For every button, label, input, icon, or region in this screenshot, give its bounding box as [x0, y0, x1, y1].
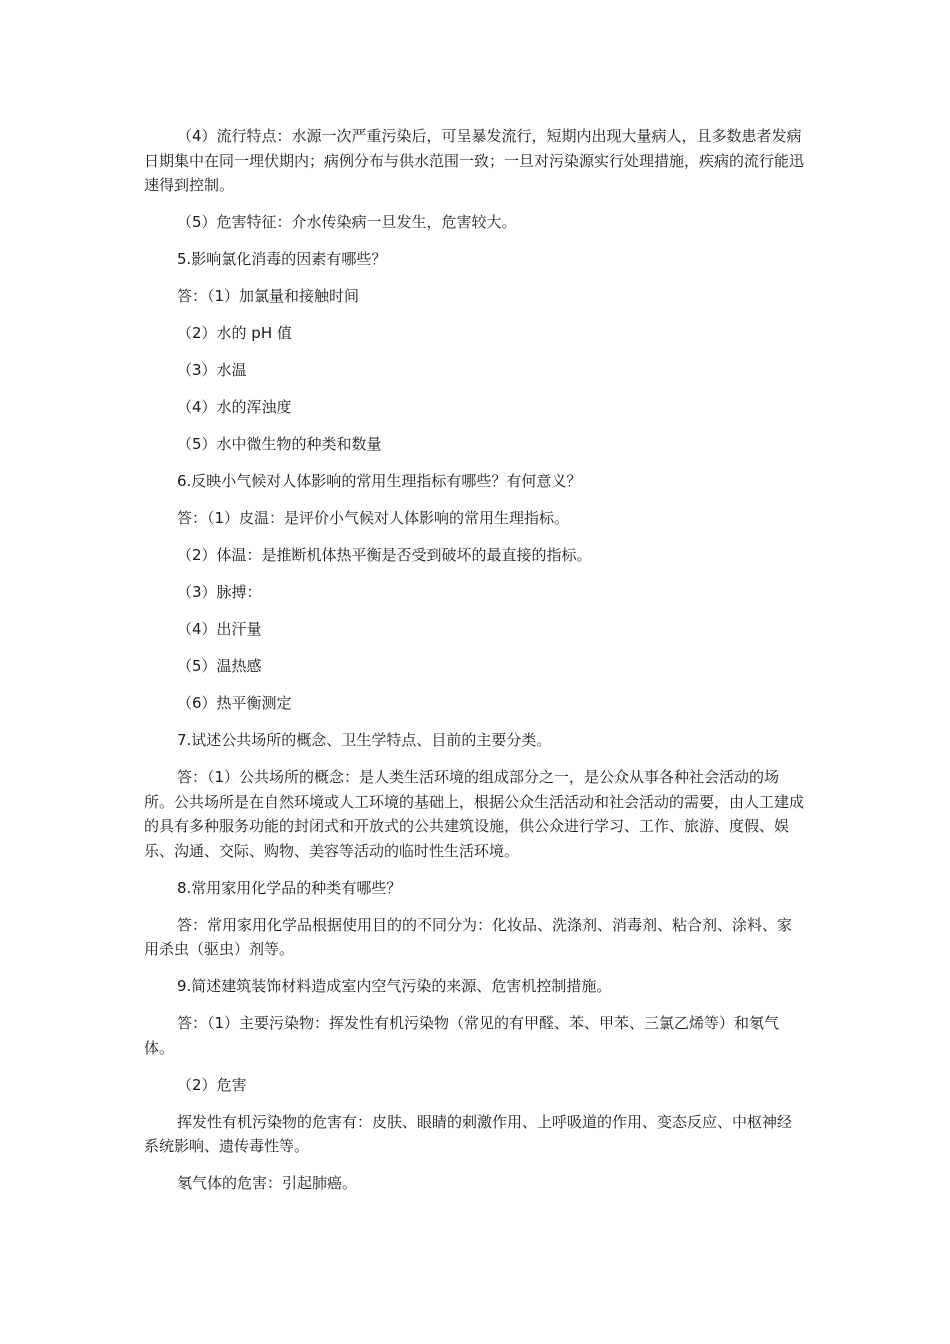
answer-5-item-4: （4）水的浑浊度 — [177, 398, 292, 416]
question-6: 6.反映小气候对人体影响的常用生理指标有哪些？有何意义？ — [177, 472, 582, 490]
answer-5-item-5: （5）水中微生物的种类和数量 — [177, 435, 382, 453]
paragraph-hazard-features: （5）危害特征：介水传染病一旦发生，危害较大。 — [177, 213, 517, 231]
answer-6-item-6: （6）热平衡测定 — [177, 694, 292, 712]
answer-6-item-3: （3）脉搏： — [177, 583, 262, 601]
answer-5-item-2: （2）水的 pH 值 — [177, 324, 292, 342]
answer-5-item-3: （3）水温 — [177, 361, 247, 379]
question-5: 5.影响氯化消毒的因素有哪些？ — [177, 250, 387, 268]
answer-6-item-4: （4）出汗量 — [177, 620, 262, 638]
answer-6-item-5: （5）温热感 — [177, 657, 262, 675]
answer-9-radon-hazards: 氡气体的危害：引起肺癌。 — [177, 1174, 358, 1192]
answer-6-item-1: 答：（1）皮温：是评价小气候对人体影响的常用生理指标。 — [177, 509, 570, 527]
paragraph-epidemic-features: （4）流行特点：水源一次严重污染后，可呈暴发流行，短期内出现大量病人，且多数患者发病日期集中在同一埋伏期内；病例分布与供水范围一致；一旦对污染源实行处理措施，疾病的流行能迅速得到控制。 — [144, 127, 805, 194]
answer-9-voc-hazards: 挥发性有机污染物的危害有：皮肤、眼睛的刺激作用、上呼吸道的作用、变态反应、中枢神经系统影响、遗传毒性等。 — [144, 1112, 793, 1155]
answer-9-item-1: 答：（1）主要污染物：挥发性有机污染物（常见的有甲醛、苯、甲苯、三氯乙烯等）和氡气体。 — [144, 1014, 780, 1057]
question-8: 8.常用家用化学品的种类有哪些？ — [177, 878, 402, 897]
answer-6-item-2: （2）体温：是推断机体热平衡是否受到破坏的最直接的指标。 — [177, 546, 592, 564]
question-7: 7.试述公共场所的概念、卫生学特点、目前的主要分类。 — [177, 731, 552, 749]
answer-5-item-1: 答：（1）加氯量和接触时间 — [177, 287, 360, 305]
answer-7: 答：（1）公共场所的概念：是人类生活环境的组成部分之一，是公众从事各种社会活动的场所。公共场所是在自然环境或人工环境的基础上，根据公众生活活动和社会活动的需要，由人工建成的具有多种服务功能的封闭式和开放式的公共建筑设施，供公众进行学习、工作、旅游、度假、娱乐、沟通、交际、购物、美容等活动的临时性生活环境。 — [144, 768, 805, 860]
question-9: 9.简述建筑装饰材料造成室内空气污染的来源、危害机控制措施。 — [177, 977, 612, 995]
answer-8: 答：常用家用化学品根据使用目的的不同分为：化妆品、洗涤剂、消毒剂、粘合剂、涂料、家用杀虫（驱虫）剂等。 — [144, 915, 793, 958]
answer-9-item-2: （2）危害 — [177, 1075, 247, 1094]
document-page — [144, 124, 804, 1208]
